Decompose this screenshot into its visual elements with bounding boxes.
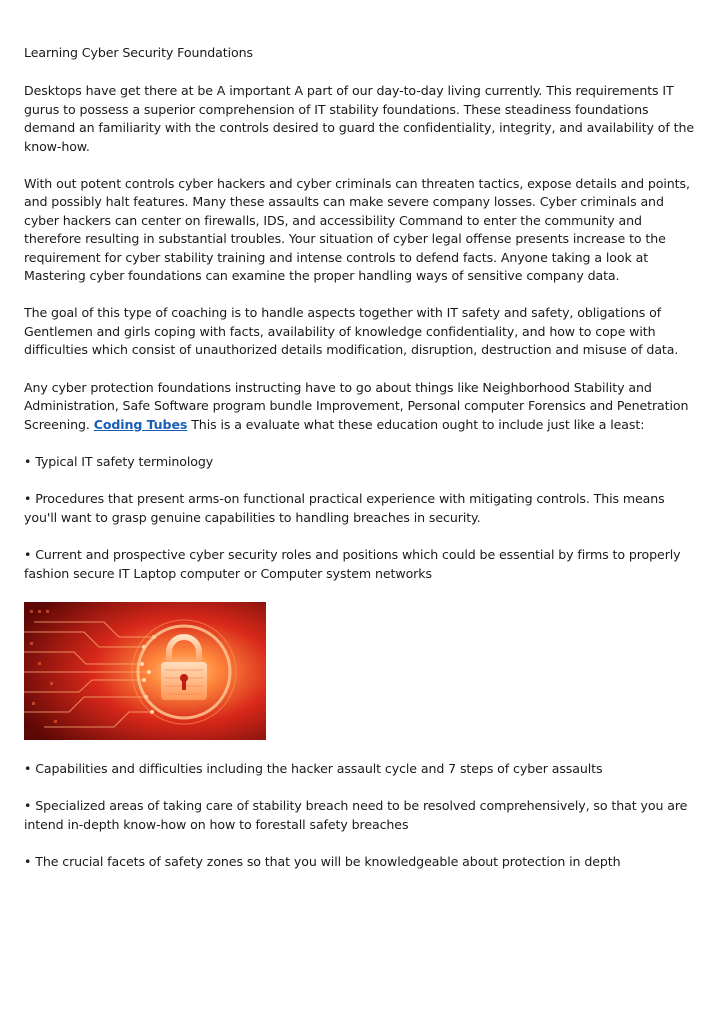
document-body [24, 44, 696, 891]
bullet-capabilities: • Capabilities and difficulties including the hacker assault cycle and 7 steps of cyber assaults [24, 760, 603, 776]
paragraph-threats: With out potent controls cyber hackers and cyber criminals can threaten tactics, expose details and points, and possibly halt features. Many these assaults can make severe company losses. Cyber criminals and cyber hackers can center on firewalls, IDS, and accessibility Command to enter the community and therefore resulting in substantial troubles. Your situation of cyber legal offense presents increase to the requirement for cyber stability training and intense controls to defend facts. Anyone taking a look at Mastering cyber foundations can examine the proper handling ways of sensitive company data. [24, 176, 690, 284]
paragraph-intro: Desktops have get there at be A important A part of our day-to-day living currently. This requirements IT gurus to possess a superior comprehension of IT stability foundations. These steadiness foundations demand an familiarity with the controls desired to guard the confidentiality, integrity, and availability of the know-how. [24, 83, 694, 154]
padlock-icon [24, 602, 266, 740]
document-title: Learning Cyber Security Foundations [24, 45, 253, 60]
bullet-roles: • Current and prospective cyber security roles and positions which could be essential by firms to properly fashion secure IT Laptop computer or Computer system networks [24, 547, 681, 581]
coding-tubes-link[interactable]: Coding Tubes [93, 416, 188, 432]
cyber-security-image [24, 602, 266, 740]
bullet-procedures: • Procedures that present arms-on functional practical experience with mitigating controls. This means you'll want to grasp genuine capabilities to handling breaches in security. [24, 491, 665, 525]
paragraph-foundations [24, 379, 696, 434]
paragraph-foundations-text-after: This is a evaluate what these education ought to include just like a least: [187, 416, 645, 432]
bullet-specialized-areas: • Specialized areas of taking care of stability breach need to be resolved comprehensively, so that you are intend in-depth know-how on how to forestall safety breaches [24, 798, 688, 832]
paragraph-foundations-text-before: Any cyber protection foundations instructing have to go about things like Neighborhood Stability and Administration, Safe Software program bundle Improvement, Personal computer Forensics and Penetration Screening. [24, 379, 689, 432]
bullet-terminology: • Typical IT safety terminology [24, 453, 214, 469]
bullet-safety-zones: • The crucial facets of safety zones so that you will be knowledgeable about protection in depth [24, 854, 621, 870]
paragraph-goal: The goal of this type of coaching is to handle aspects together with IT safety and safety, obligations of Gentlemen and girls coping with facts, availability of knowledge confidentiality, and how to cope with difficulties which consist of unauthorized details modification, disruption, destruction and misuse of data. [24, 305, 679, 358]
